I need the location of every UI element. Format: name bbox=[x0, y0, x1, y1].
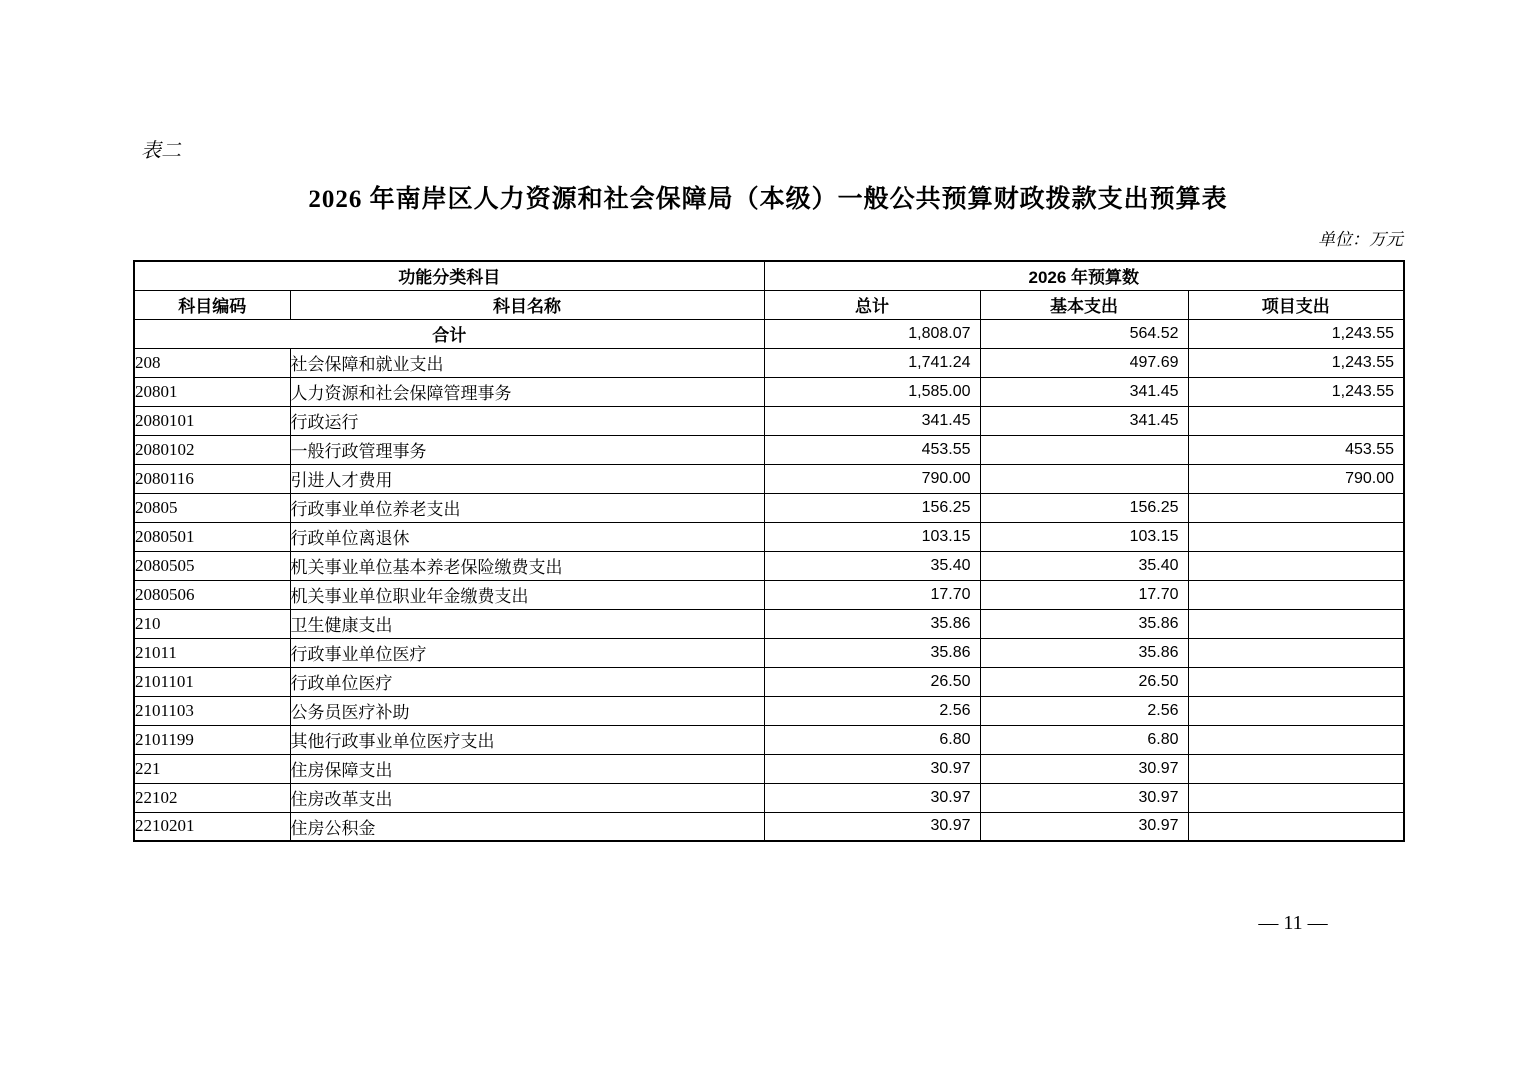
subject-name-cell: 行政单位医疗 bbox=[290, 667, 764, 696]
total-cell: 790.00 bbox=[764, 464, 980, 493]
subject-code-cell: 2080101 bbox=[134, 406, 290, 435]
subject-name-cell: 行政事业单位医疗 bbox=[290, 638, 764, 667]
subject-code-cell: 20805 bbox=[134, 493, 290, 522]
subject-code-cell: 2080501 bbox=[134, 522, 290, 551]
page-number: — 11 — bbox=[1258, 912, 1328, 934]
total-cell: 453.55 bbox=[764, 435, 980, 464]
project-expenditure-cell bbox=[1188, 522, 1404, 551]
basic-expenditure-cell: 2.56 bbox=[980, 696, 1188, 725]
table-row bbox=[134, 348, 1404, 377]
subject-code-cell: 2101199 bbox=[134, 725, 290, 754]
project-expenditure-cell bbox=[1188, 406, 1404, 435]
project-expenditure-cell bbox=[1188, 725, 1404, 754]
subject-name-cell: 行政单位离退休 bbox=[290, 522, 764, 551]
subject-code-cell: 2080102 bbox=[134, 435, 290, 464]
header-basic-expenditure: 基本支出 bbox=[980, 290, 1188, 319]
project-expenditure-cell: 790.00 bbox=[1188, 464, 1404, 493]
subject-name-cell: 引进人才费用 bbox=[290, 464, 764, 493]
table-row bbox=[134, 435, 1404, 464]
table-row bbox=[134, 551, 1404, 580]
grand-total-row bbox=[134, 319, 1404, 348]
table-row bbox=[134, 493, 1404, 522]
subject-code-cell: 2080505 bbox=[134, 551, 290, 580]
total-cell: 26.50 bbox=[764, 667, 980, 696]
project-expenditure-cell bbox=[1188, 609, 1404, 638]
subject-code-cell: 221 bbox=[134, 754, 290, 783]
subject-code-cell: 21011 bbox=[134, 638, 290, 667]
grand-total-basic-cell: 564.52 bbox=[980, 319, 1188, 348]
table-row bbox=[134, 667, 1404, 696]
project-expenditure-cell: 1,243.55 bbox=[1188, 348, 1404, 377]
subject-name-cell: 住房公积金 bbox=[290, 812, 764, 841]
grand-total-label: 合计 bbox=[134, 319, 764, 348]
subject-name-cell: 机关事业单位职业年金缴费支出 bbox=[290, 580, 764, 609]
total-cell: 1,585.00 bbox=[764, 377, 980, 406]
subject-code-cell: 2210201 bbox=[134, 812, 290, 841]
basic-expenditure-cell: 156.25 bbox=[980, 493, 1188, 522]
basic-expenditure-cell: 30.97 bbox=[980, 783, 1188, 812]
subject-code-cell: 2080116 bbox=[134, 464, 290, 493]
grand-total-project-cell: 1,243.55 bbox=[1188, 319, 1404, 348]
subject-name-cell: 一般行政管理事务 bbox=[290, 435, 764, 464]
table-row bbox=[134, 696, 1404, 725]
table-row bbox=[134, 783, 1404, 812]
total-cell: 2.56 bbox=[764, 696, 980, 725]
project-expenditure-cell bbox=[1188, 783, 1404, 812]
subject-code-cell: 22102 bbox=[134, 783, 290, 812]
basic-expenditure-cell: 35.40 bbox=[980, 551, 1188, 580]
table-row bbox=[134, 725, 1404, 754]
subject-name-cell: 人力资源和社会保障管理事务 bbox=[290, 377, 764, 406]
basic-expenditure-cell: 35.86 bbox=[980, 609, 1188, 638]
table-row bbox=[134, 522, 1404, 551]
project-expenditure-cell bbox=[1188, 754, 1404, 783]
project-expenditure-cell bbox=[1188, 551, 1404, 580]
subject-code-cell: 2101103 bbox=[134, 696, 290, 725]
header-subject-name: 科目名称 bbox=[290, 290, 764, 319]
subject-name-cell: 卫生健康支出 bbox=[290, 609, 764, 638]
page-title: 2026 年南岸区人力资源和社会保障局（本级）一般公共预算财政拨款支出预算表 bbox=[308, 186, 1228, 213]
total-cell: 30.97 bbox=[764, 783, 980, 812]
basic-expenditure-cell: 497.69 bbox=[980, 348, 1188, 377]
header-row-groups bbox=[134, 261, 1404, 290]
header-project-expenditure: 项目支出 bbox=[1188, 290, 1404, 319]
subject-name-cell: 公务员医疗补助 bbox=[290, 696, 764, 725]
basic-expenditure-cell: 26.50 bbox=[980, 667, 1188, 696]
total-cell: 35.40 bbox=[764, 551, 980, 580]
table-row bbox=[134, 812, 1404, 841]
table-label: 表二 bbox=[141, 140, 181, 162]
subject-code-cell: 20801 bbox=[134, 377, 290, 406]
basic-expenditure-cell bbox=[980, 464, 1188, 493]
subject-name-cell: 住房保障支出 bbox=[290, 754, 764, 783]
project-expenditure-cell: 1,243.55 bbox=[1188, 377, 1404, 406]
header-function-category: 功能分类科目 bbox=[134, 261, 764, 290]
table-row bbox=[134, 580, 1404, 609]
subject-code-cell: 2101101 bbox=[134, 667, 290, 696]
table-row bbox=[134, 638, 1404, 667]
total-cell: 6.80 bbox=[764, 725, 980, 754]
unit-note: 单位：万元 bbox=[1318, 230, 1403, 249]
total-cell: 35.86 bbox=[764, 638, 980, 667]
project-expenditure-cell: 453.55 bbox=[1188, 435, 1404, 464]
header-subject-code: 科目编码 bbox=[134, 290, 290, 319]
subject-code-cell: 210 bbox=[134, 609, 290, 638]
project-expenditure-cell bbox=[1188, 696, 1404, 725]
project-expenditure-cell bbox=[1188, 667, 1404, 696]
grand-total-total-cell: 1,808.07 bbox=[764, 319, 980, 348]
header-budget-year: 2026 年预算数 bbox=[764, 261, 1404, 290]
total-cell: 30.97 bbox=[764, 754, 980, 783]
basic-expenditure-cell: 35.86 bbox=[980, 638, 1188, 667]
table-row bbox=[134, 754, 1404, 783]
table-row bbox=[134, 377, 1404, 406]
subject-name-cell: 住房改革支出 bbox=[290, 783, 764, 812]
subject-code-cell: 2080506 bbox=[134, 580, 290, 609]
total-cell: 341.45 bbox=[764, 406, 980, 435]
basic-expenditure-cell: 30.97 bbox=[980, 812, 1188, 841]
basic-expenditure-cell bbox=[980, 435, 1188, 464]
basic-expenditure-cell: 6.80 bbox=[980, 725, 1188, 754]
table-row bbox=[134, 464, 1404, 493]
project-expenditure-cell bbox=[1188, 812, 1404, 841]
basic-expenditure-cell: 30.97 bbox=[980, 754, 1188, 783]
total-cell: 35.86 bbox=[764, 609, 980, 638]
subject-code-cell: 208 bbox=[134, 348, 290, 377]
budget-table bbox=[133, 260, 1405, 842]
basic-expenditure-cell: 103.15 bbox=[980, 522, 1188, 551]
total-cell: 17.70 bbox=[764, 580, 980, 609]
table-row bbox=[134, 609, 1404, 638]
total-cell: 30.97 bbox=[764, 812, 980, 841]
total-cell: 156.25 bbox=[764, 493, 980, 522]
table-row bbox=[134, 406, 1404, 435]
basic-expenditure-cell: 17.70 bbox=[980, 580, 1188, 609]
total-cell: 103.15 bbox=[764, 522, 980, 551]
basic-expenditure-cell: 341.45 bbox=[980, 377, 1188, 406]
subject-name-cell: 行政事业单位养老支出 bbox=[290, 493, 764, 522]
subject-name-cell: 社会保障和就业支出 bbox=[290, 348, 764, 377]
basic-expenditure-cell: 341.45 bbox=[980, 406, 1188, 435]
subject-name-cell: 行政运行 bbox=[290, 406, 764, 435]
project-expenditure-cell bbox=[1188, 580, 1404, 609]
project-expenditure-cell bbox=[1188, 493, 1404, 522]
subject-name-cell: 机关事业单位基本养老保险缴费支出 bbox=[290, 551, 764, 580]
total-cell: 1,741.24 bbox=[764, 348, 980, 377]
header-row-columns bbox=[134, 290, 1404, 319]
header-total: 总计 bbox=[764, 290, 980, 319]
project-expenditure-cell bbox=[1188, 638, 1404, 667]
subject-name-cell: 其他行政事业单位医疗支出 bbox=[290, 725, 764, 754]
